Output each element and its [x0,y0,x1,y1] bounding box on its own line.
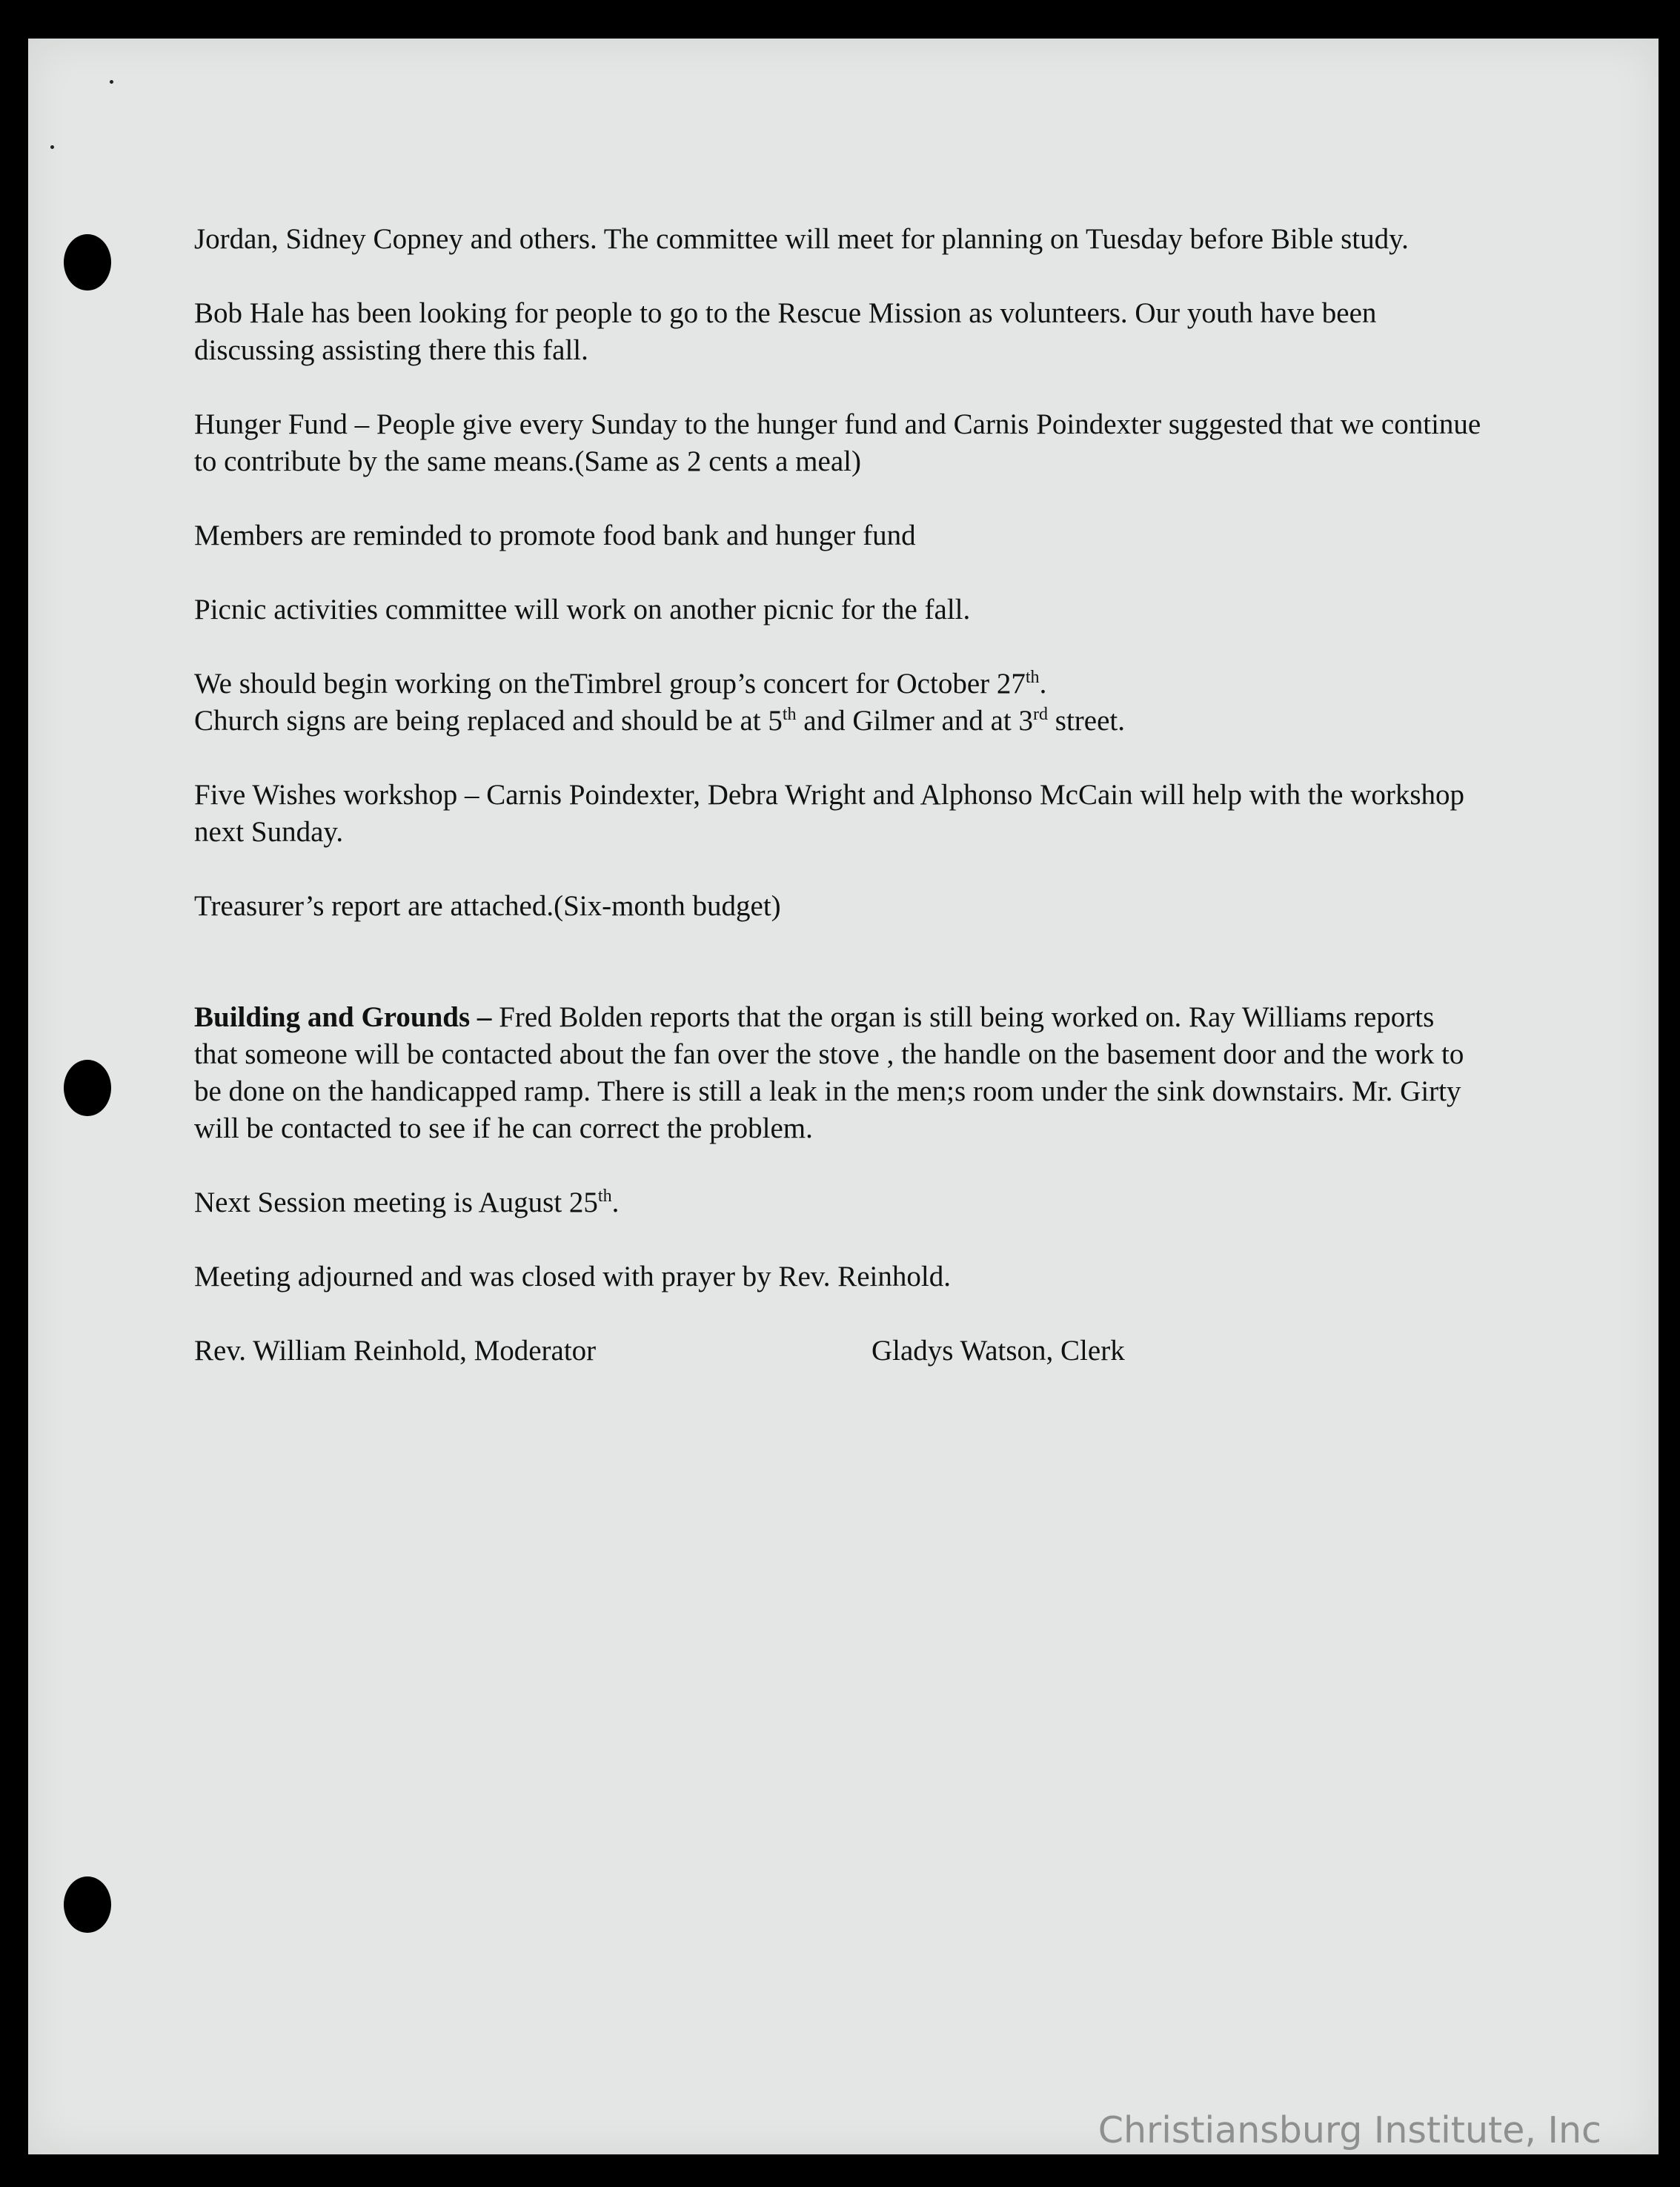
building-text: Fred Bolden reports that the organ is still being worked on. Ray Williams reports that someone will be contacted about the fan over the stove , the handle on the basement door and the work to be done on the handicapped ramp. There is still a leak in the men;s room under the sink downstairs. Mr. Girty will be contacted to see if he can correct the problem. [194,1001,1464,1144]
concert-text: We should begin working on theTimbrel group’s concert for October 27 [194,668,1026,700]
paragraph-committee: Jordan, Sidney Copney and others. The committee will meet for planning on Tuesday before Bible study. [194,223,1409,255]
signs-text: Church signs are being replaced and should be at 5 [194,705,783,737]
paper-speck [50,145,54,149]
punch-hole-bottom [64,1876,111,1933]
paragraph-picnic: Picnic activities committee will work on another picnic for the fall. [194,594,971,625]
paper-speck [110,80,113,84]
superscript: th [597,1187,612,1206]
superscript: rd [1033,705,1049,724]
clerk-signature: Gladys Watson, Clerk [871,1335,1125,1367]
paragraph-building-grounds [194,999,1484,1147]
watermark: Christiansburg Institute, Inc [1098,2109,1601,2151]
signs-text: and Gilmer and at 3 [796,705,1034,737]
moderator-signature: Rev. William Reinhold, Moderator [194,1335,597,1367]
paragraph-treasurer: Treasurer’s report are attached.(Six-month budget) [194,890,781,922]
paragraph-adjourned: Meeting adjourned and was closed with prayer by Rev. Reinhold. [194,1261,951,1292]
punch-hole-middle [64,1060,111,1116]
section-heading: Building and Grounds – [194,1001,492,1033]
document-body [194,221,1484,1370]
paragraph-rescue-mission: Bob Hale has been looking for people to go to the Rescue Mission as volunteers. Our youth have been discussing assisting there this fall. [194,297,1377,366]
paragraph-next-meeting [194,1184,1484,1221]
punctuation: . [611,1187,620,1218]
section-spacer [194,925,1484,999]
paragraph-food-bank: Members are reminded to promote food bank and hunger fund [194,520,916,551]
paragraph-five-wishes: Five Wishes workshop – Carnis Poindexter, Debra Wright and Alphonso McCain will help with the workshop next Sunday. [194,779,1465,848]
punctuation: . [1039,668,1047,700]
signature-row [194,1333,1484,1370]
signs-text: street. [1048,705,1125,737]
paragraph-concert-signs [194,666,1484,740]
superscript: th [1025,668,1040,687]
superscript: th [782,705,797,724]
paragraph-hunger-fund: Hunger Fund – People give every Sunday to the hunger fund and Carnis Poindexter suggested that we continue to contribute by the same means.(Same as 2 cents a meal) [194,408,1481,477]
next-meeting-text: Next Session meeting is August 25 [194,1187,598,1218]
punch-hole-top [64,234,111,291]
